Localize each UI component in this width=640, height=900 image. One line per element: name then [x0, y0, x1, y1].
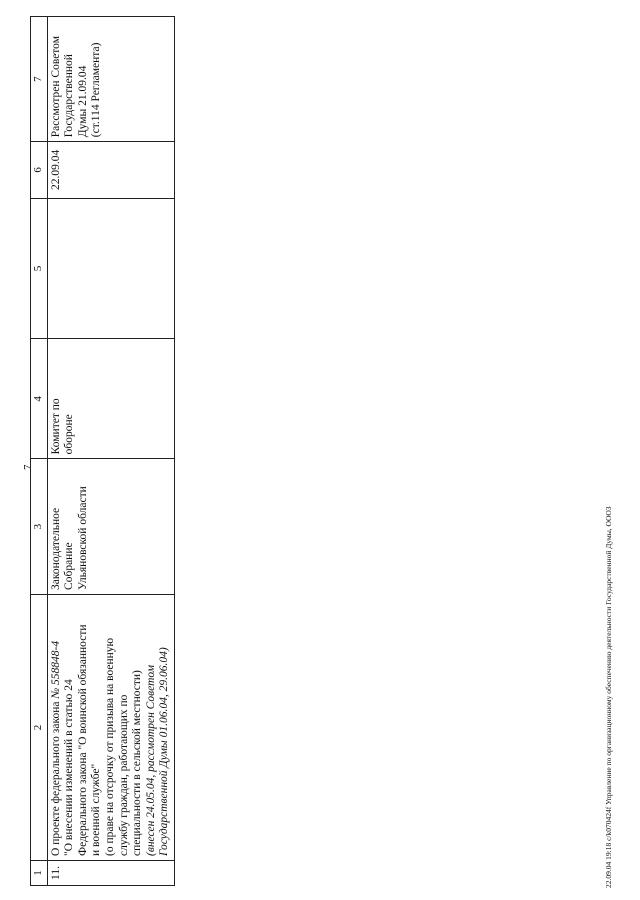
- note-line-4: (ст.114 Регламента): [90, 42, 103, 138]
- table-row: [47, 17, 174, 886]
- column-header-3: 3: [31, 459, 48, 595]
- initiator-cell: [47, 459, 174, 595]
- bill-title-line-1: О проекте федерального закона № 558848-4: [49, 640, 62, 856]
- initiator-line-2: Собрание: [63, 542, 76, 590]
- date-cell: 22.09.04: [47, 142, 174, 198]
- bill-number: № 558848-4: [49, 640, 62, 702]
- column-header-6: 6: [31, 142, 48, 198]
- bill-title-line-2: "О внесении изменений в статью 24: [63, 679, 76, 856]
- bill-status-line-2: Государственной Думы 01.06.04, 29.06.04): [158, 647, 171, 856]
- bill-subject-line-1: (о праве на отсрочку от призыва на военную: [103, 637, 116, 856]
- bill-subject-line-2: службу граждан, работающих по: [117, 694, 130, 856]
- column-header-1: 1: [31, 860, 48, 885]
- column-header-5: 5: [31, 198, 48, 339]
- column-header-7: 7: [31, 17, 48, 142]
- bill-title-cell: [47, 594, 174, 860]
- note-line-3: Думы 21.09.04: [76, 65, 89, 138]
- column-header-2: 2: [31, 594, 48, 860]
- bills-table: [30, 16, 175, 886]
- initiator-line-1: Законодательное: [49, 507, 62, 590]
- column-header-4: 4: [31, 339, 48, 459]
- note-cell: [47, 17, 174, 142]
- column-5-cell: [47, 198, 174, 339]
- committee-cell: [47, 339, 174, 459]
- note-line-2: Государственной: [63, 54, 76, 138]
- footer-print-line: 22.09.04 19:18 c/k070424f Управление по организационному обеспечению деятельности Государственной Думы, ООО3: [604, 506, 613, 888]
- page-number: 7: [22, 464, 34, 470]
- bill-status-line-1: (внесен 24.05.04, рассмотрен Советом: [144, 664, 157, 856]
- initiator-line-3: Ульяновской области: [76, 486, 89, 590]
- committee-line-2: обороне: [63, 414, 76, 455]
- row-number: 11.: [47, 860, 174, 885]
- bill-subject-line-3: специальности в сельской местности): [131, 670, 144, 856]
- committee-line-1: Комитет по: [49, 398, 62, 455]
- bill-title-line-3: Федерального закона "О воинской обязанности: [76, 624, 89, 856]
- bill-title-line-4: и военной службе": [90, 763, 103, 856]
- table-header-row: [31, 17, 48, 886]
- note-line-1: Рассмотрен Советом: [49, 36, 62, 138]
